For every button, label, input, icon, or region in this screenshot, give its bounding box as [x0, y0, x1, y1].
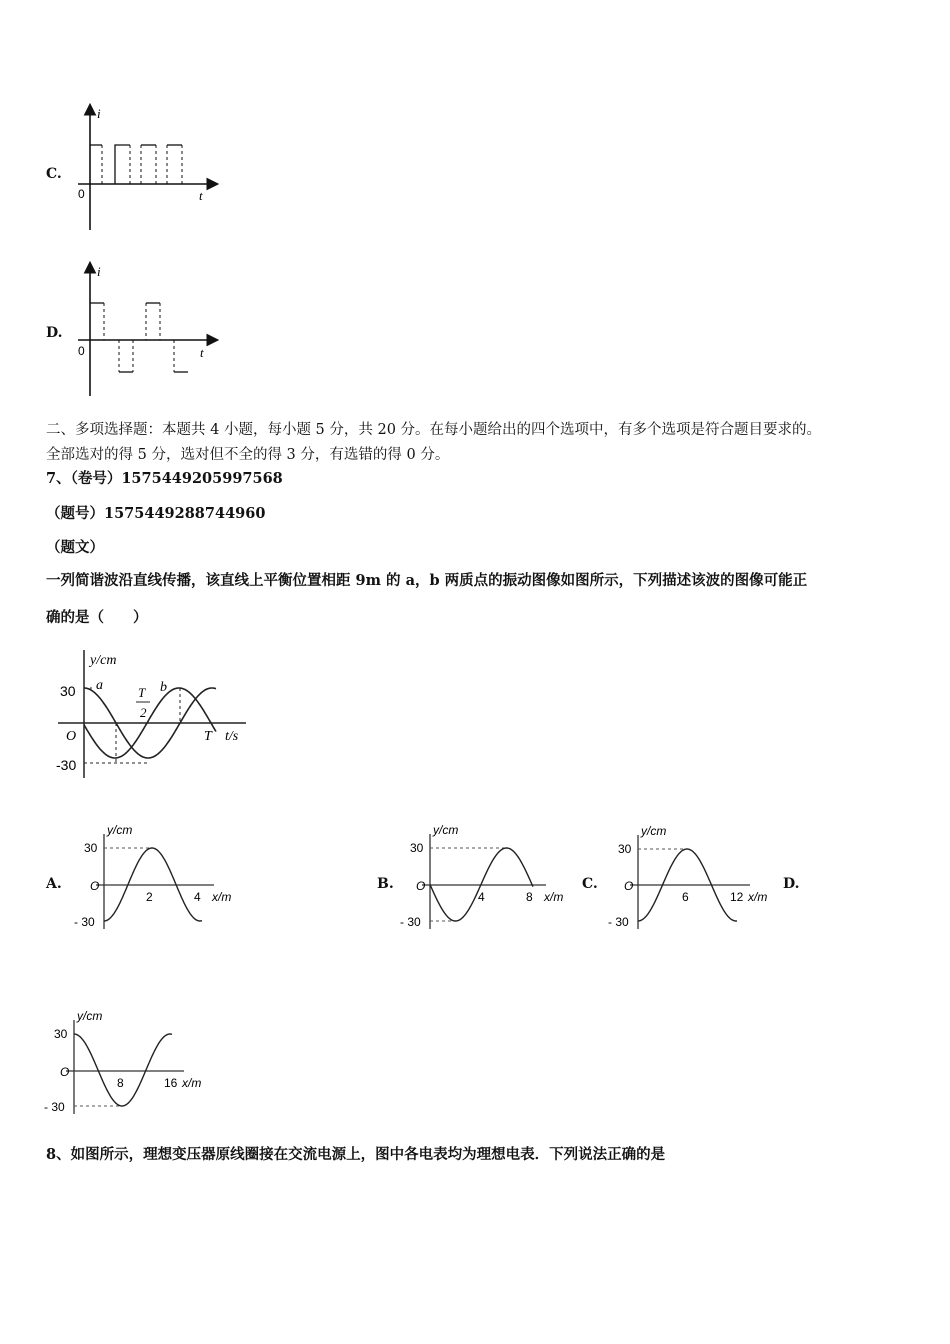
q7-option-a-x-label: x/m: [212, 890, 232, 904]
q7-stem-line1: 一列简谐波沿直线传播，该直线上平衡位置相距 9m 的 a，b 两质点的振动图像如图所示，下列描述该波的图像可能正: [46, 572, 808, 589]
option-d-x-axis-label: t: [200, 345, 204, 360]
q7-option-d-origin: O: [60, 1065, 70, 1079]
q7-option-a-label: A.: [46, 876, 62, 892]
q7-option-d-tick-end: 16: [164, 1076, 178, 1090]
q7-option-c-x-label: x/m: [748, 890, 768, 904]
q7-graph-y-bottom: -30: [56, 757, 77, 773]
q7-tihao: （题号）1575449288744960: [46, 505, 266, 522]
q7-option-a-y-top: 30: [84, 841, 98, 855]
q7-graph-curve-a-label: a: [96, 678, 103, 693]
q7-graph-period: T: [204, 729, 212, 744]
q7-option-a-y-label: y/cm: [107, 823, 133, 837]
q7-option-d-wave-curve: [74, 1034, 172, 1106]
q7-graph-half-period-num: T: [138, 685, 146, 700]
q7-option-d-y-bottom: - 30: [44, 1100, 65, 1114]
option-c-origin-label: 0: [78, 187, 85, 201]
section2-heading-line2: 全部选对的得 5 分，选对但不全的得 3 分，有选错的得 0 分。: [46, 447, 450, 463]
q7-option-c-tick-mid: 6: [682, 890, 689, 904]
q7-option-b-x-label: x/m: [544, 890, 564, 904]
q7-option-d-x-label: x/m: [182, 1076, 202, 1090]
q7-option-c-label: C.: [582, 876, 598, 892]
q7-graph-x-label: t/s: [225, 729, 239, 744]
q7-option-c-y-bottom: - 30: [608, 915, 629, 929]
q8-stem: 8、如图所示，理想变压器原线圈接在交流电源上，图中各电表均为理想电表．下列说法正确的是: [46, 1146, 666, 1163]
q7-option-b-tick-end: 8: [526, 890, 533, 904]
q7-option-d-y-top: 30: [54, 1027, 68, 1041]
section2-heading-line1: 二、多项选择题：本题共 4 小题，每小题 5 分，共 20 分。在每小题给出的四个选项中，有多个选项是符合题目要求的。: [46, 422, 822, 438]
q7-tiwen: （题文）: [46, 539, 104, 556]
q7-option-b-tick-mid: 4: [478, 890, 485, 904]
q7-option-d-tick-mid: 8: [117, 1076, 124, 1090]
q7-graph-y-label: y/cm: [90, 653, 117, 668]
q7-option-b-label: B.: [377, 876, 394, 892]
q7-graph-half-period-den: 2: [140, 705, 147, 720]
option-c-y-axis-label: i: [97, 106, 101, 121]
option-c-x-axis-label: t: [199, 188, 203, 203]
q7-graph-y-top: 30: [60, 683, 76, 699]
option-d-y-axis-label: i: [97, 264, 101, 279]
q7-option-d-y-label: y/cm: [77, 1009, 103, 1023]
q7-graph-origin: O: [66, 729, 77, 744]
q7-option-a-origin: O: [90, 879, 100, 893]
q7-option-b-y-top: 30: [410, 841, 424, 855]
option-d-origin-label: 0: [78, 344, 85, 358]
q7-option-b-origin: O: [416, 879, 426, 893]
q7-option-c-y-label: y/cm: [641, 824, 667, 838]
q7-option-b-y-bottom: - 30: [400, 915, 421, 929]
q7-stem-line2: 确的是（ ）: [46, 609, 148, 626]
q7-option-c-tick-end: 12: [730, 890, 744, 904]
q7-graph-curve-b-label: b: [160, 680, 167, 695]
q7-option-c-y-top: 30: [618, 842, 632, 856]
q7-option-b-y-label: y/cm: [433, 823, 459, 837]
q7-option-d-label: D.: [783, 876, 800, 892]
q7-option-a-tick-mid: 2: [146, 890, 153, 904]
q7-option-c-origin: O: [624, 879, 634, 893]
q7-option-a-tick-end: 4: [194, 890, 201, 904]
option-c-label: C.: [46, 166, 62, 182]
option-d-label: D.: [46, 325, 63, 341]
q7-juanhao: 7、（卷号）1575449205997568: [46, 470, 283, 487]
q7-option-a-y-bottom: - 30: [74, 915, 95, 929]
